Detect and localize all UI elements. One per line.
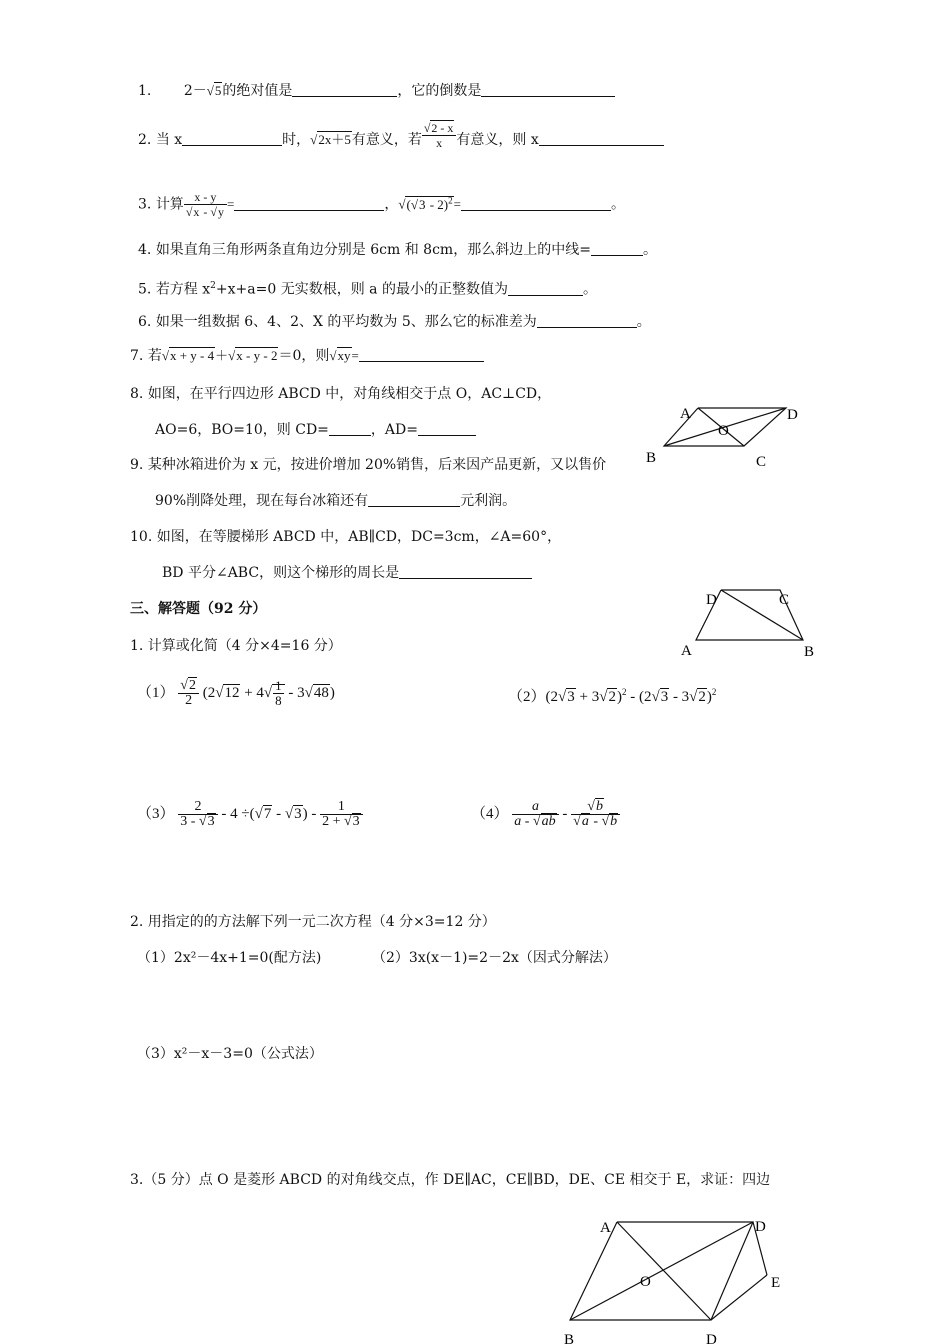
vertex-label-e: E [771,1275,781,1291]
problem-2-2: （2）3x(x－1)=2－2x（因式分解法） [372,950,617,966]
answer-blank[interactable] [292,82,397,97]
answer-blank[interactable] [359,347,484,362]
vertex-label-a: A [681,643,692,659]
section-heading: 三、解答题（92 分） [130,601,267,617]
problem-1-1: （1） $\frac{√2}{2}$ (2√12 + 4√ $\frac{1}{8}$ - 3√48) [137,678,335,709]
answer-blank[interactable] [508,281,583,296]
answer-blank[interactable] [234,196,384,211]
problem-2-3: （3）x²－x－3=0（公式法） [137,1046,323,1062]
question-9: 9. 某种冰箱进价为 x 元，按进价增加 20%销售，后来因产品更新，又以售价 [130,457,607,473]
vertex-label-d2: D [706,1332,717,1344]
vertex-label-a: A [600,1220,611,1236]
question-8: 8. 如图，在平行四边形 ABCD 中，对角线相交于点 O，AC⊥CD， [130,386,552,402]
question-2: 2. 当 x 时，√2x＋5有意义，若 $\frac{√2 - x}{x}$ 有意义，则 x [138,130,664,150]
problem-1-4: （4） $\frac{a}{a - √ab}$ - $\frac{√b}{√a - √b}$ [471,795,620,833]
vertex-label-d: D [787,407,798,423]
answer-blank[interactable] [591,241,643,256]
trapezoid-figure [676,582,826,662]
question-1: 1. 2－√5的绝对值是 ，它的倒数是 [138,81,615,101]
center-label-o: O [640,1274,651,1290]
subsection-3-text: 3.（5 分）点 O 是菱形 ABCD 的对角线交点，作 DE∥AC，CE∥BD，DE、CE 相交于 E，求证：四边 [130,1172,771,1188]
answer-blank[interactable] [537,313,637,328]
vertex-label-c: C [779,592,790,608]
answer-blank[interactable] [461,196,611,211]
subsection-2-title: 2. 用指定的的方法解下列一元二次方程（4 分×3=12 分） [130,914,496,930]
question-10: 10. 如图，在等腰梯形 ABCD 中，AB∥CD，DC=3cm，∠A=60°， [130,529,562,545]
problem-1-3: （3） $\frac{2}{3 - √3}$ - 4 ÷(√7 - √3) - $\frac{1}{2 + √3}$ [137,795,363,833]
question-10-line2: BD 平分∠ABC，则这个梯形的周长是 [162,563,532,583]
rhombus-figure [560,1210,800,1344]
question-9-line2: 90%削降处理，现在每台冰箱还有 元利润。 [155,493,517,509]
answer-blank[interactable] [368,492,460,507]
vertex-label-a: A [680,406,691,422]
question-3: 3. 计算 $\frac{x - y}{√x - √y}$ = ，√(√3 - 2)$^2$= 。 [138,190,625,219]
answer-blank[interactable] [418,421,476,436]
question-7: 7. 若√x + y - 4＋√x - y - 2＝0，则√xy= [130,346,484,366]
answer-blank[interactable] [182,131,282,146]
question-8-line2: AO=6，BO=10，则 CD= ，AD= [155,420,476,440]
vertex-label-b: B [564,1332,575,1344]
answer-blank[interactable] [539,131,664,146]
answer-blank[interactable] [399,564,532,579]
vertex-label-b: B [646,450,657,466]
answer-blank[interactable] [481,82,615,97]
vertex-label-d: D [755,1219,766,1235]
center-label-o: O [718,423,729,439]
question-5: 5. 若方程 $x^2+x+a=0$ 无实数根，则 a 的最小的正整数值为 。 [138,281,597,298]
subsection-1-title: 1. 计算或化简（4 分×4=16 分） [130,638,342,654]
vertex-label-d: D [706,592,717,608]
vertex-label-c: C [756,454,767,470]
question-6: 6. 如果一组数据 6、4、2、X 的平均数为 5、那么它的标准差为 。 [138,314,651,330]
question-4: 4. 如果直角三角形两条直角边分别是 6cm 和 8cm，那么斜边上的中线= 。 [138,242,657,258]
problem-1-2: $(2)(2√3 + 3√2)^2 - (2√3 - 3√2)^2$ [508,687,717,705]
problem-2-1: （1）2x²－4x+1=0(配方法) [137,950,322,966]
parallelogram-figure [640,398,820,474]
vertex-label-b: B [804,644,815,660]
answer-blank[interactable] [329,421,371,436]
